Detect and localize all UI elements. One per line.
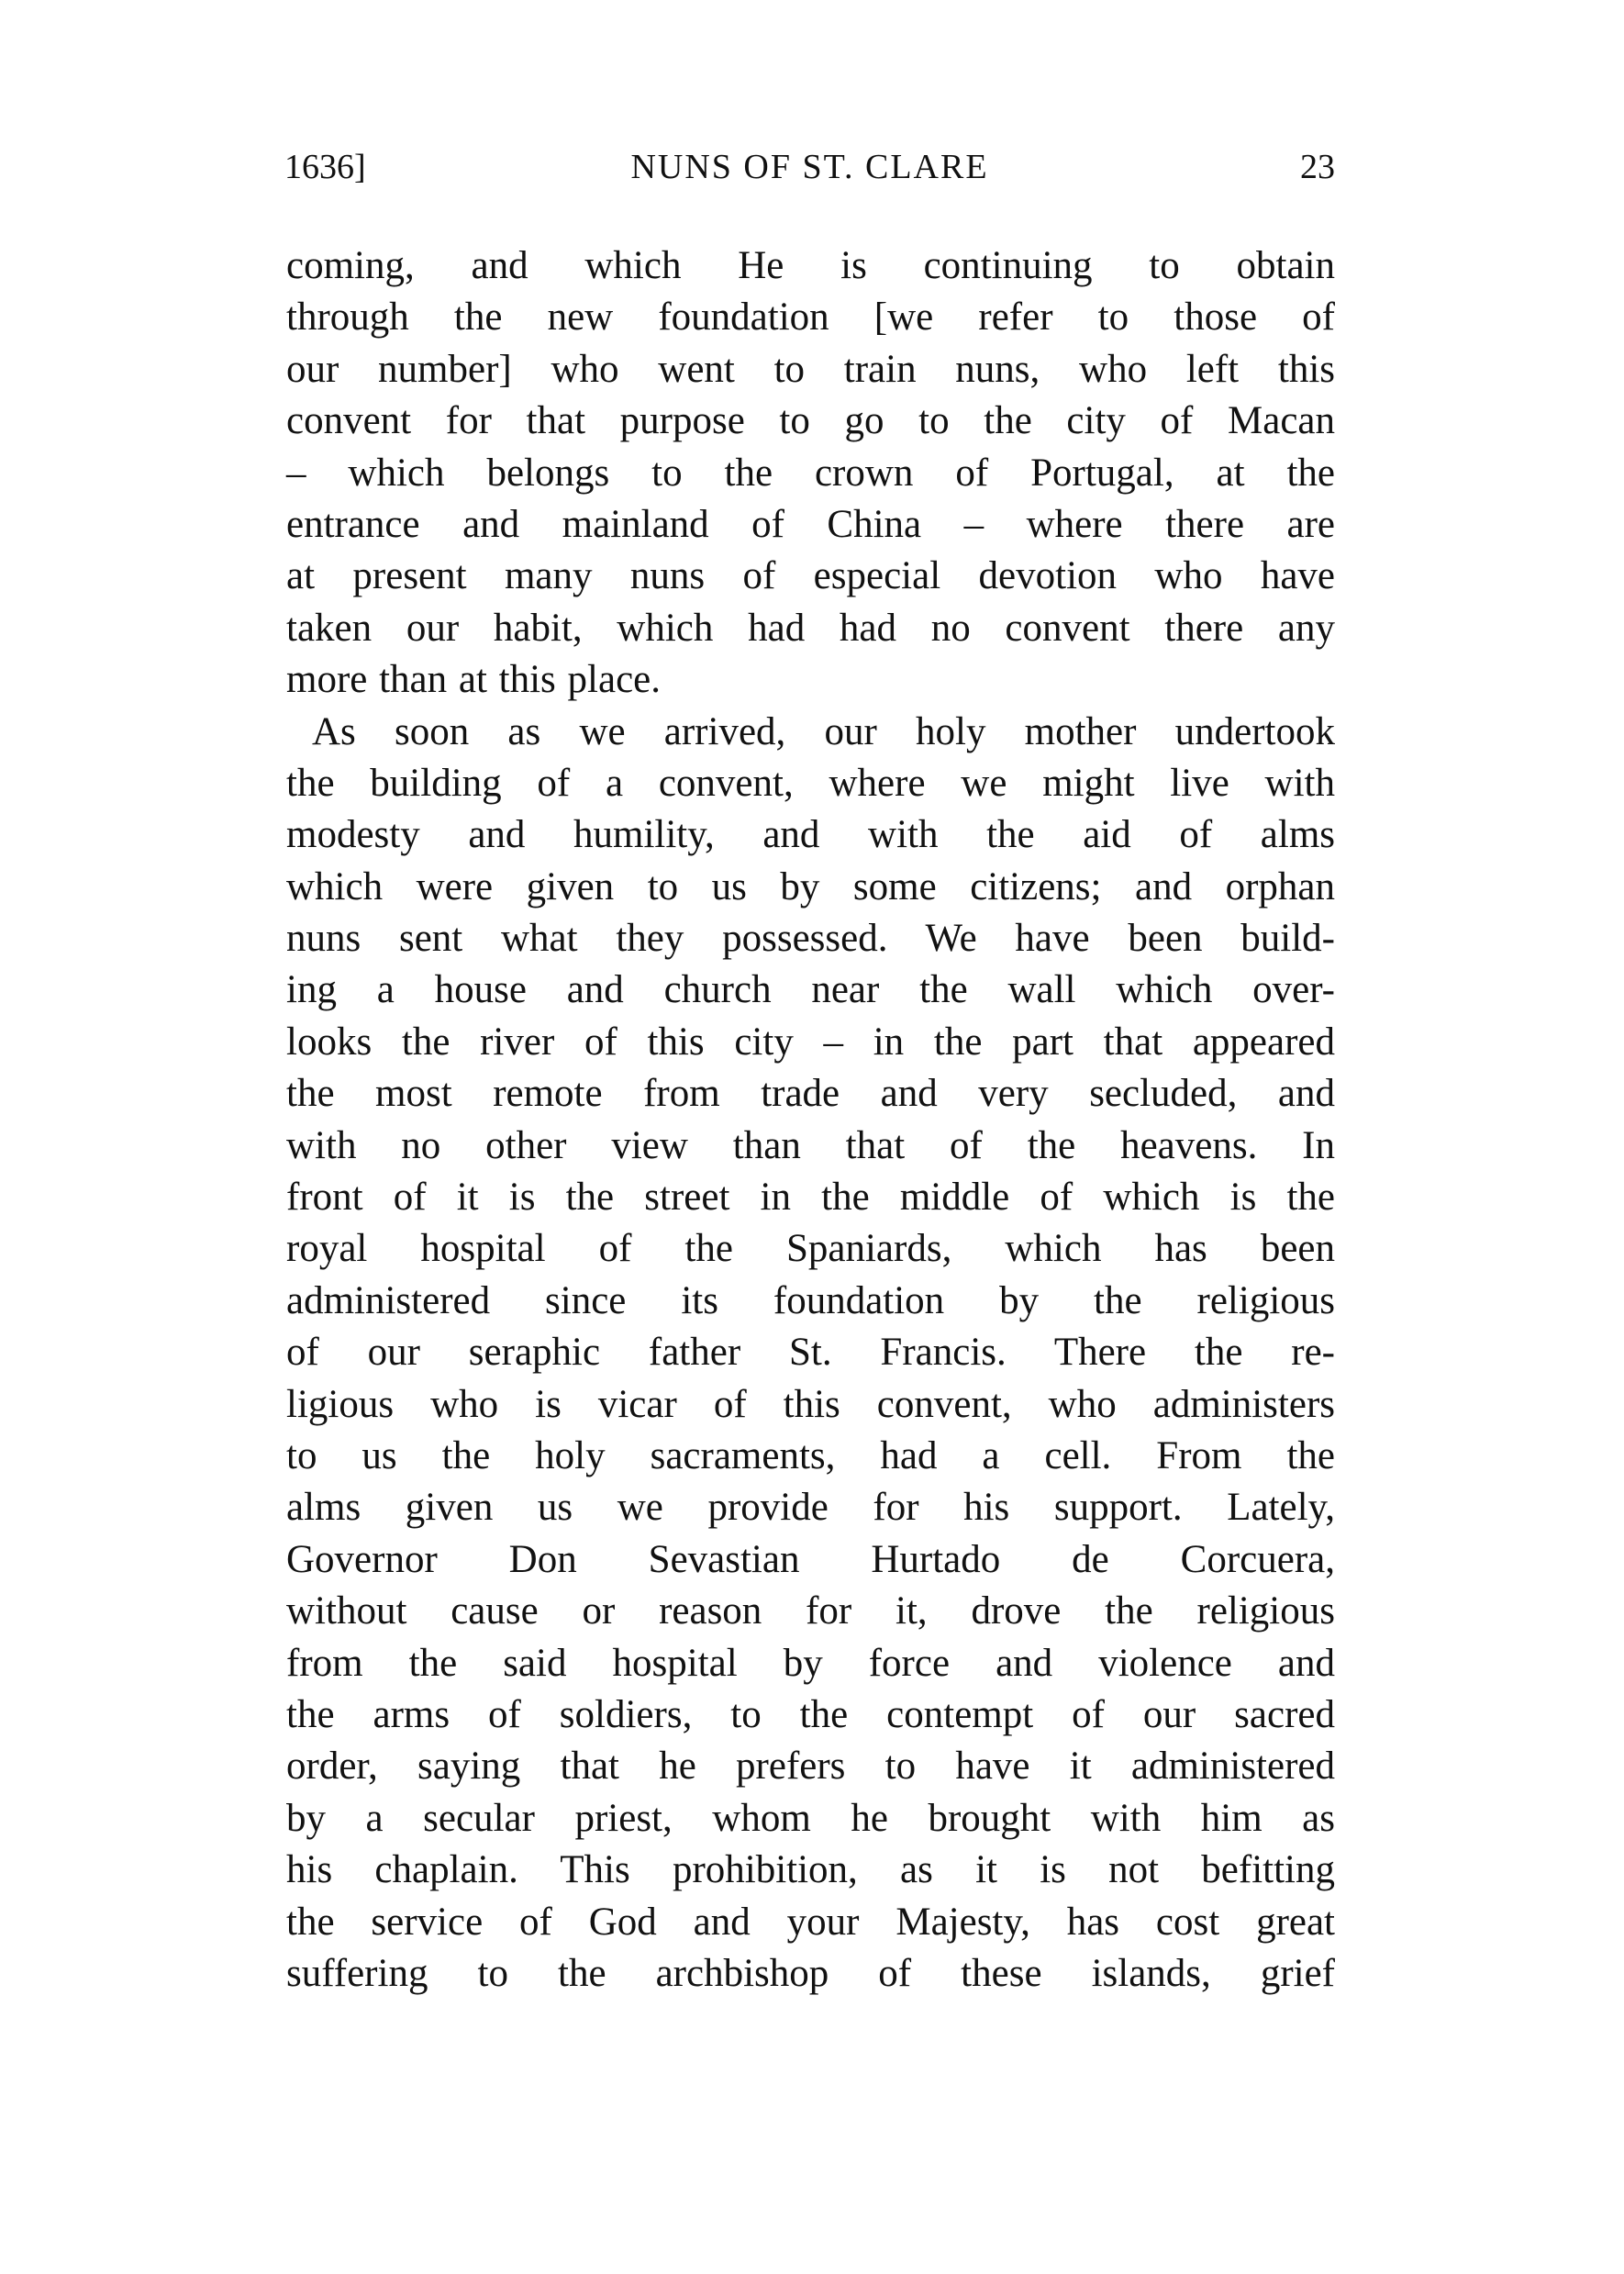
text-line: ing a house and church near the wall which over- <box>286 968 1335 1012</box>
header-title: NUNS OF ST. CLARE <box>630 148 989 186</box>
text-line: entrance and mainland of China – where there are <box>286 502 1335 546</box>
text-line: suffering to the archbishop of these islands, grief <box>286 1951 1335 1995</box>
text-line: the arms of soldiers, to the contempt of our sacred <box>286 1692 1335 1736</box>
text-line: the most remote from trade and very secluded, and <box>286 1072 1335 1116</box>
text-line: through the new foundation [we refer to those of <box>286 295 1335 340</box>
text-line: front of it is the street in the middle of which is the <box>286 1176 1335 1220</box>
text-line: more than at this place. <box>286 658 661 702</box>
text-line: without cause or reason for it, drove the religious <box>286 1589 1335 1633</box>
text-line: from the said hospital by force and violence and <box>286 1641 1335 1685</box>
text-line: of our seraphic father St. Francis. There the re- <box>286 1331 1335 1375</box>
text-line: the building of a convent, where we might live with <box>286 761 1335 805</box>
text-line: Governor Don Sevastian Hurtado de Corcuera, <box>286 1537 1335 1581</box>
text-line: to us the holy sacraments, had a cell. From the <box>286 1433 1335 1477</box>
text-line: taken our habit, which had had no convent there any <box>286 606 1335 650</box>
page-number: 23 <box>1300 148 1335 186</box>
text-line: coming, and which He is continuing to obtain <box>286 244 1335 287</box>
text-line: with no other view than that of the heavens. In <box>286 1123 1335 1167</box>
text-line: modesty and humility, and with the aid of alms <box>286 813 1335 857</box>
text-line: convent for that purpose to go to the city of Macan <box>286 399 1335 443</box>
text-line: ligious who is vicar of this convent, who administers <box>286 1382 1335 1426</box>
text-line: nuns sent what they possessed. We have been build- <box>286 917 1335 961</box>
text-line: his chaplain. This prohibition, as it is not befitting <box>286 1848 1335 1892</box>
running-header <box>284 147 1335 202</box>
page-body <box>286 240 1335 2000</box>
text-line: order, saying that he prefers to have it administered <box>286 1745 1335 1789</box>
header-year: 1636] <box>284 148 366 186</box>
text-line: administered since its foundation by the religious <box>286 1278 1335 1322</box>
text-line: As soon as we arrived, our holy mother undertook <box>312 709 1335 753</box>
text-line: looks the river of this city – in the part that appeared <box>286 1020 1335 1064</box>
text-line: alms given us we provide for his support. Lately, <box>286 1486 1335 1530</box>
text-line: royal hospital of the Spaniards, which has been <box>286 1227 1335 1271</box>
text-line: by a secular priest, whom he brought with him as <box>286 1796 1335 1840</box>
text-line: at present many nuns of especial devotion who have <box>286 554 1335 598</box>
text-line: – which belongs to the crown of Portugal, at the <box>286 451 1335 495</box>
text-line: the service of God and your Majesty, has cost great <box>286 1900 1335 1944</box>
text-line: which were given to us by some citizens; and orphan <box>286 864 1335 908</box>
text-line: our number] who went to train nuns, who left this <box>286 347 1335 391</box>
